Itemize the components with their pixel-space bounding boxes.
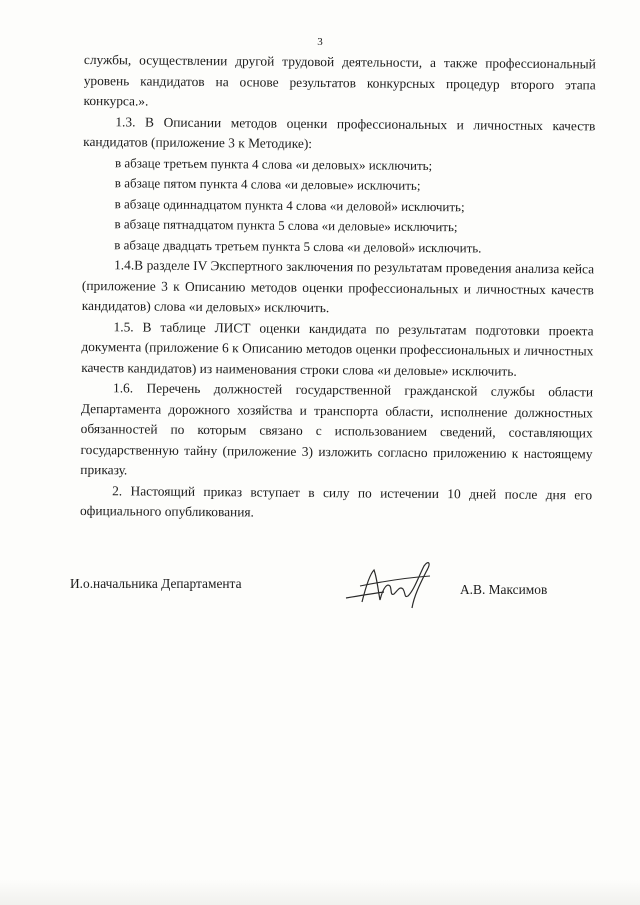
list-item: в абзаце пятом пункта 4 слова «и деловые» исключить; <box>114 175 421 193</box>
paragraph-2: 2. Настоящий приказ вступает в силу по истечении 10 дней после дня его официального опубликования. <box>79 482 593 520</box>
list-item: в абзаце двадцать третьем пункта 5 слова «и деловой» исключить. <box>114 236 482 255</box>
signature-block <box>70 568 570 628</box>
paragraph-1-5: 1.5. В таблице ЛИСТ оценки кандидата по результатам подготовки проекта документа (приложение 6 к Описанию методов оценки профессиональных и личностных качеств кандидатов) из наименования строки слова «и деловые» исключить. <box>81 318 594 379</box>
paragraph-1-4: 1.4.В разделе IV Экспертного заключения по результатам проведения анализа кейса (приложение 3 к Описанию методов оценки профессиональных и личностных качеств кандидатов) слова «и деловых» исключить. <box>81 257 595 316</box>
page-number: 3 <box>317 36 323 48</box>
handwritten-signature <box>340 556 450 616</box>
list-item: в абзаце третьем пункта 4 слова «и деловых» исключить; <box>114 154 433 173</box>
list-item: в абзаце одиннадцатом пункта 4 слова «и деловой» исключить; <box>114 195 465 214</box>
paragraph-1-6: 1.6. Перечень должностей государственной гражданской службы области Департамента дорожного хозяйства и транспорта области, исполнение должностных обязанностей по которым связано с использованием сведений, составляющих государственную тайну (приложение 3) изложить согласно приложению к настоящему приказу. <box>80 380 594 478</box>
scan-bottom-edge <box>0 880 640 905</box>
signatory-position: И.о.начальника Департамента <box>70 576 242 591</box>
paragraph-1-3: 1.3. В Описании методов оценки профессиональных и личностных качеств кандидатов (приложение 3 к Методике): <box>83 113 596 151</box>
signatory-name: А.В. Максимов <box>460 582 548 597</box>
list-item: в абзаце пятнадцатом пункта 5 слова «и деловые» исключить; <box>114 216 458 235</box>
paragraph-continuation: службы, осуществлении другой трудовой деятельности, а также профессиональный уровень кандидатов на основе результатов конкурсных процедур второго этапа конкурса.». <box>83 51 596 109</box>
document-body <box>80 50 596 526</box>
